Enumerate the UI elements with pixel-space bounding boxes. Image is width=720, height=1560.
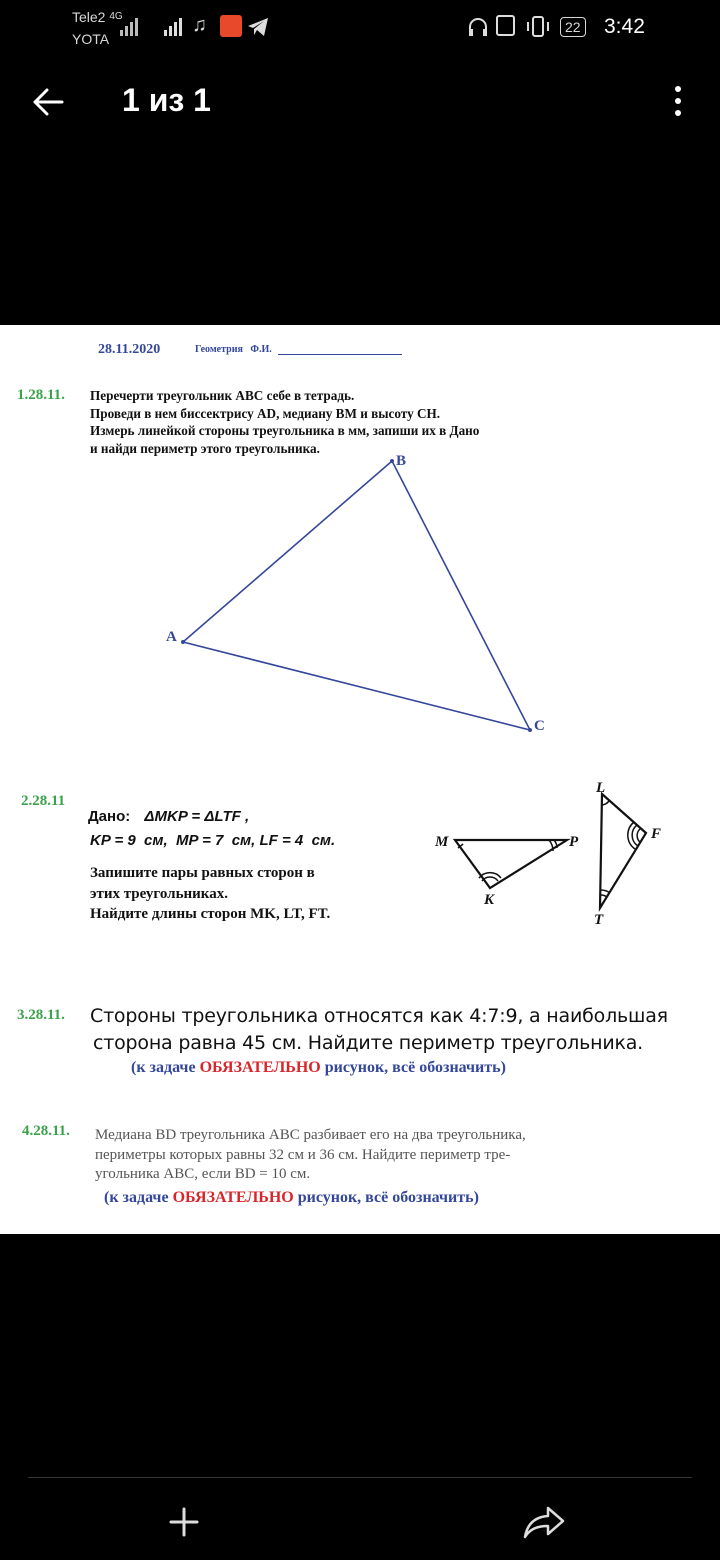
add-icon[interactable] [168, 1506, 200, 1538]
task4-line: угольника ABC, если BD = 10 см. [95, 1166, 311, 1182]
task3-number: 3.28.11. [17, 1007, 65, 1023]
task3-note [131, 1059, 506, 1077]
task2-line: этих треугольниках. [90, 885, 228, 902]
bottom-divider [28, 1477, 692, 1478]
task3-line2: сторона равна 45 см. Найдите периметр треугольника. [93, 1032, 644, 1054]
triangles-mkp-ltf-diagram [0, 325, 720, 1234]
note-suffix: рисунок, всё обозначить) [293, 1189, 479, 1206]
back-arrow-icon[interactable] [30, 86, 66, 118]
more-options-icon[interactable] [670, 84, 686, 118]
doc-date: 28.11.2020 [98, 342, 161, 357]
battery-icon: 22 [560, 17, 586, 37]
given-label: Дано: [88, 808, 131, 825]
vertex-label-m: M [435, 834, 449, 850]
document-page [0, 325, 720, 1234]
share-icon[interactable] [522, 1504, 566, 1540]
note-prefix: (к задаче [131, 1059, 200, 1076]
task2-number: 2.28.11 [21, 793, 66, 809]
task2-line: Запишите пары равных сторон в [90, 865, 315, 881]
task1-line: Измерь линейкой стороны треугольника в мм, запиши их в Дано [90, 423, 480, 438]
carrier-yota: YOTA [72, 31, 110, 47]
task4-line: Медиана BD треугольника ABC разбивает его на два треугольника, [95, 1127, 526, 1143]
signal-icon [118, 14, 146, 38]
vertex-label-b: B [396, 453, 407, 469]
task4-text [95, 1126, 526, 1185]
vertex-label-k: K [484, 892, 495, 908]
vertex-label-c: C [534, 718, 545, 734]
aliexpress-icon [220, 15, 242, 37]
task1-line: Перечерти треугольник ABC себе в тетрадь. [90, 388, 355, 403]
vertex-label-a: A [166, 629, 177, 645]
vertex-label-l: L [596, 780, 606, 796]
task1-number: 1.28.11. [17, 387, 65, 403]
triangle-mkp [455, 840, 567, 888]
note-suffix: рисунок, всё обозначить) [320, 1059, 506, 1076]
clock-time: 3:42 [604, 15, 645, 38]
headphones-icon [466, 15, 490, 39]
task1-line: Проведи в нем биссектрису AD, медиану BM и высоту CH. [90, 405, 441, 421]
given-equation: ΔMKP = ΔLTF , [144, 808, 250, 825]
telegram-icon [246, 16, 270, 38]
music-icon: ♫ [192, 14, 207, 36]
note-required: ОБЯЗАТЕЛЬНО [172, 1189, 294, 1206]
task2-values: KP = 9 см, MP = 7 см, LF = 4 см. [90, 832, 336, 849]
nfc-icon [496, 15, 515, 36]
task4-note [104, 1189, 479, 1207]
vertex-label-f: F [651, 826, 662, 842]
task4-number: 4.28.11. [22, 1123, 70, 1139]
doc-subject: Геометрия Ф.И. [195, 344, 272, 355]
note-prefix: (к задаче [104, 1189, 173, 1206]
network-type: 4G [109, 11, 123, 22]
task4-line: периметры которых равны 32 см и 36 см. Найдите периметр тре- [95, 1146, 511, 1163]
carrier1-text: Tele2 [72, 9, 106, 25]
task3-line1: Стороны треугольника относятся как 4:7:9, а наибольшая [90, 1005, 668, 1027]
signal2-icon [162, 14, 188, 38]
task2-line: Найдите длины сторон MK, LT, FT. [90, 906, 331, 922]
carrier-tele2 [72, 8, 123, 26]
vertex-label-p: P [569, 834, 579, 850]
note-required: ОБЯЗАТЕЛЬНО [199, 1059, 321, 1076]
vibrate-icon [524, 15, 552, 39]
vertex-label-t: T [594, 912, 604, 928]
task1-line: и найди периметр этого треугольника. [90, 440, 320, 456]
page-counter-title: 1 из 1 [122, 82, 211, 118]
